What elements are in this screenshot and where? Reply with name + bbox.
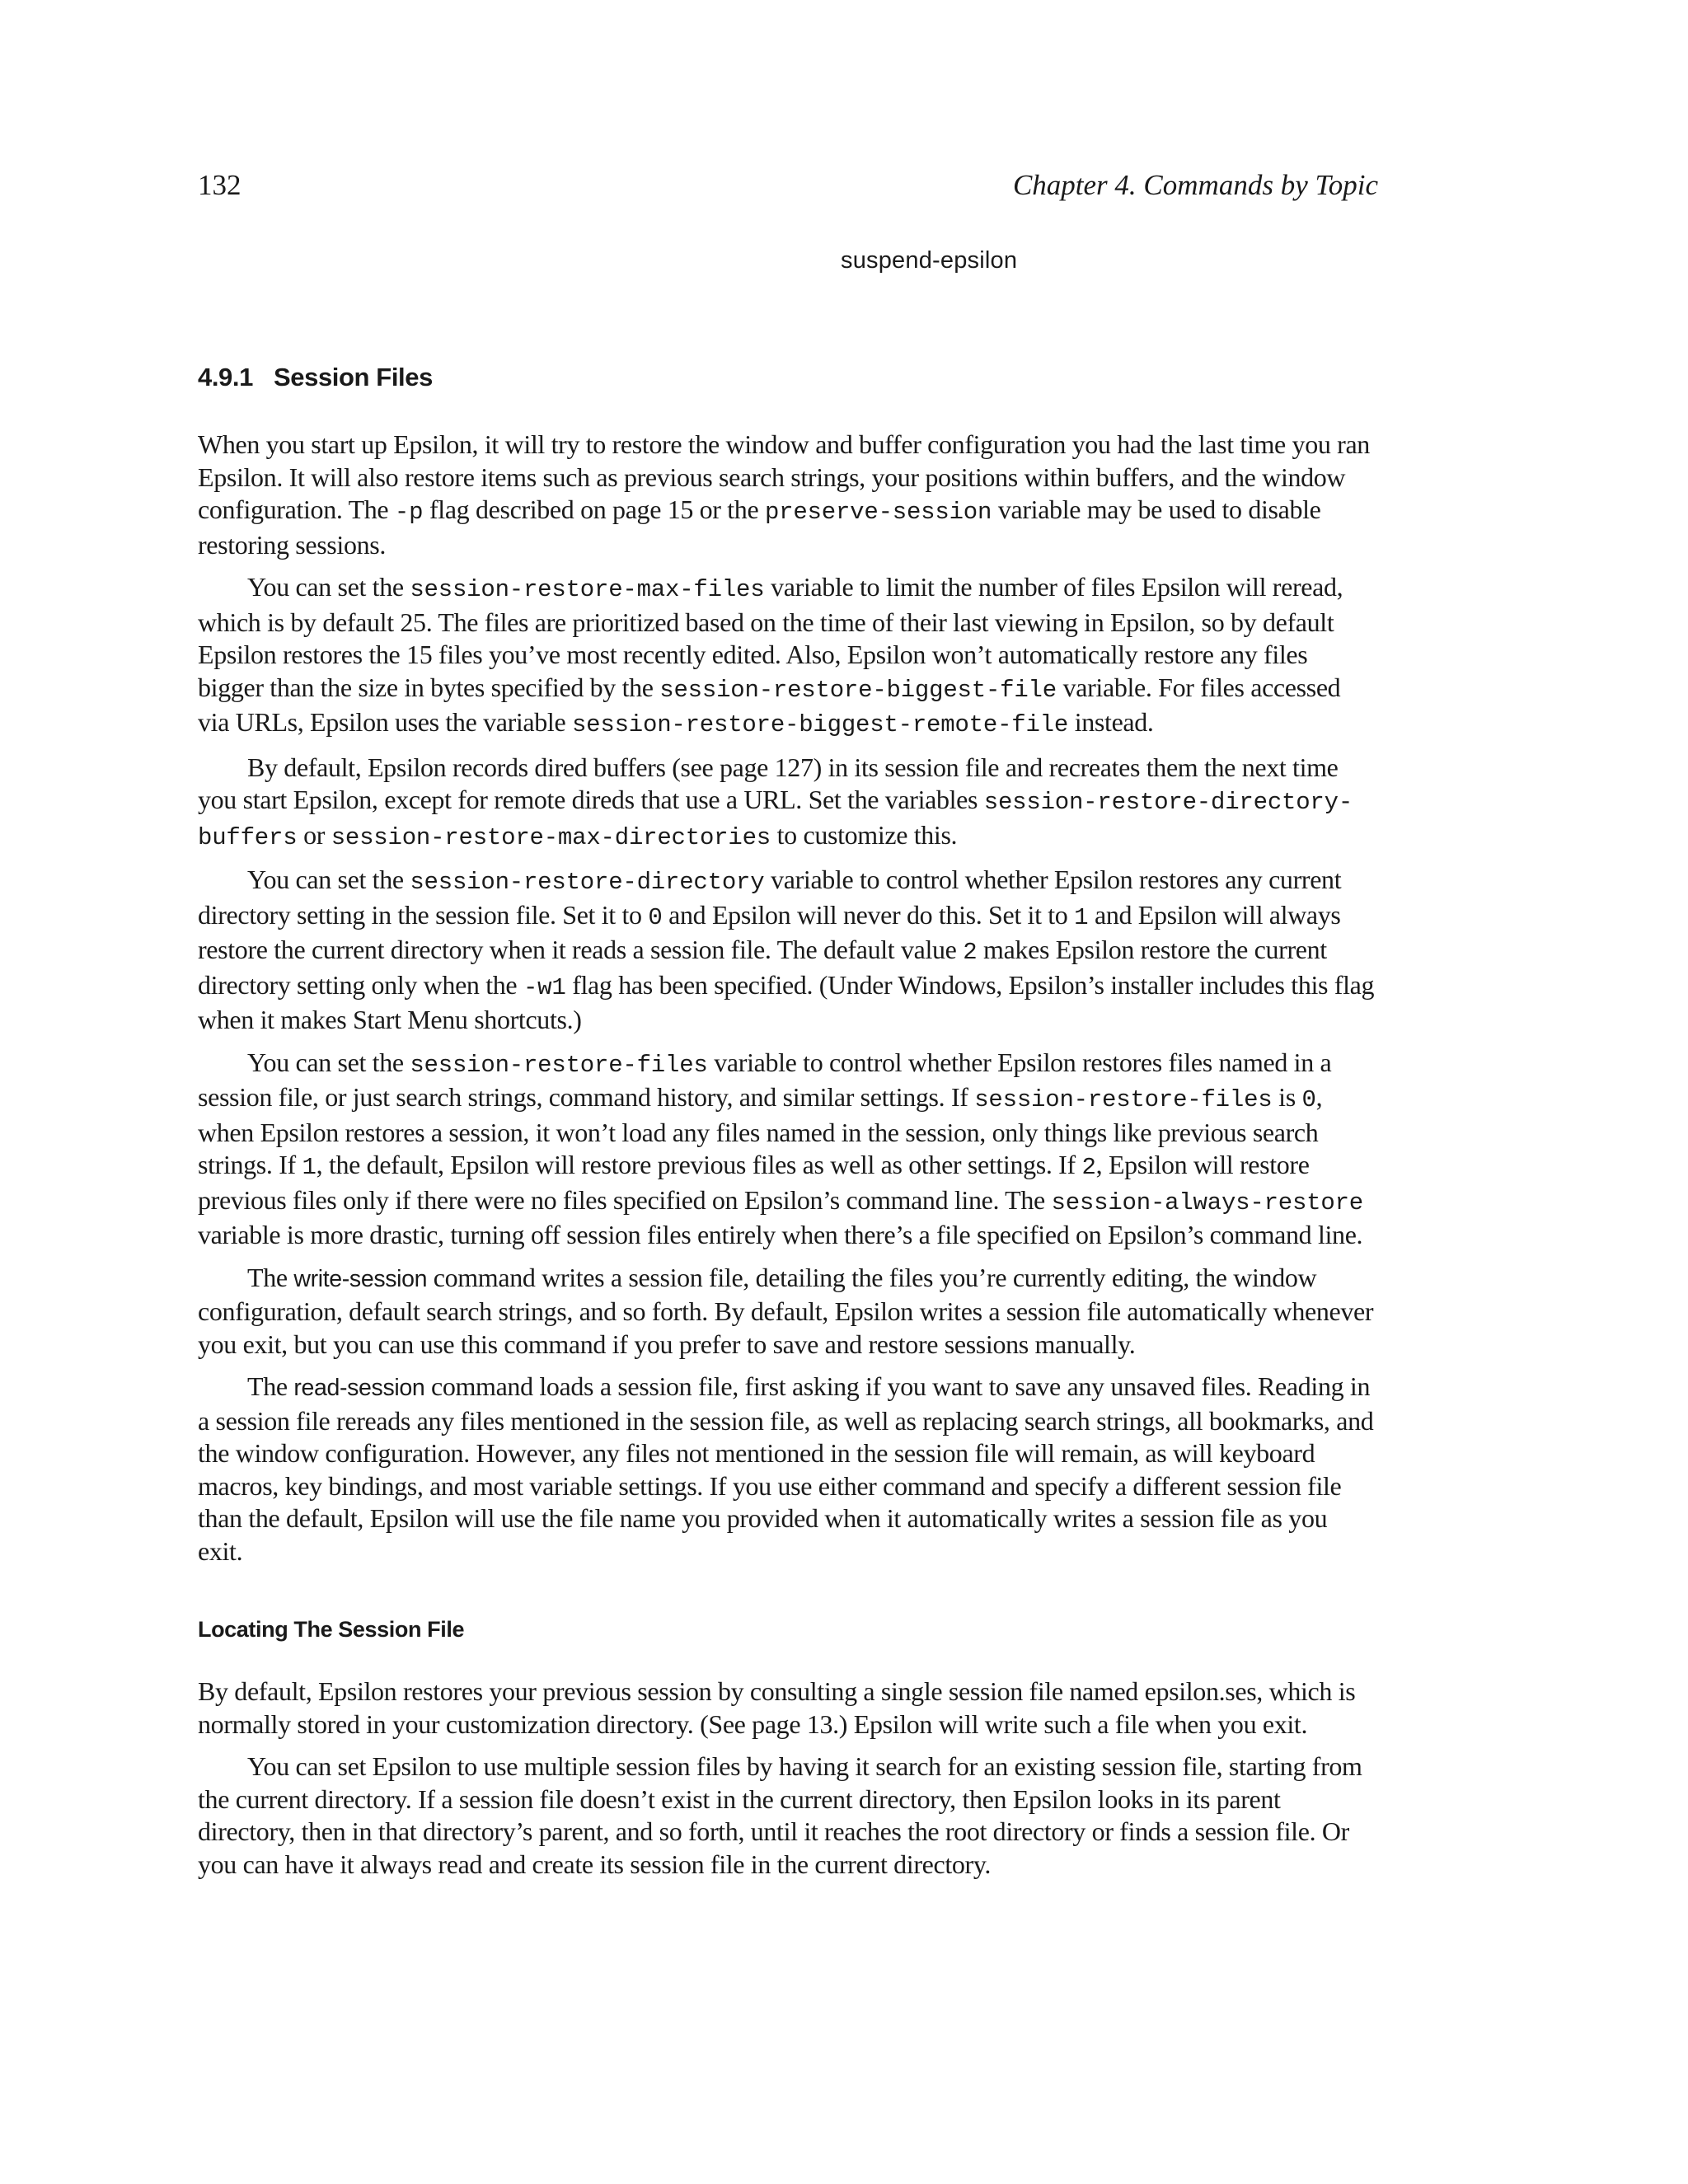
paragraph: When you start up Epsilon, it will try to restore the window and buffer configuration you had the last time you ran Epsilon. It will also restore items such as previous search strings, your positions within buffers, and the window configuration. The -p flag described on page 15 or the preserve-session variable may be used to disable restoring sessions. — [198, 429, 1370, 560]
paragraph: The read-session command loads a session file, first asking if you want to save any unsaved files. Reading in a session file rereads any files mentioned in the session file, as well as replacing search strings, all bookmarks, and the window configuration. However, any files not mentioned in the session file will remain, as will keyboard macros, key bindings, and most variable settings. If you use either command and specify a different session file than the default, Epsilon will use the file name you provided when it automatically writes a session file as you exit. — [198, 1371, 1374, 1566]
subsection-heading: Locating The Session File — [198, 1617, 465, 1642]
command-list-entry: suspend-epsilon — [841, 247, 1018, 274]
paragraph: You can set the session-restore-directory variable to control whether Epsilon restores any current directory setting in the session file. Set it to 0 and Epsilon will never do this. Set it to 1 and Epsilon will always restore the current directory when it reads a session file. The default value 2 makes Epsilon restore the current directory setting only when the -w1 flag has been specified. (Under Windows, Epsilon’s installer includes this flag when it makes Start Menu shortcuts.) — [198, 865, 1375, 1034]
section-heading — [198, 363, 1378, 392]
section-title: Session Files — [274, 363, 433, 391]
running-header — [198, 169, 1378, 210]
chapter-title: Chapter 4. Commands by Topic — [1012, 169, 1378, 201]
paragraph: You can set the session-restore-files variable to control whether Epsilon restores files named in a session file, or just search strings, command history, and similar settings. If session-restore-files is 0, when Epsilon restores a session, it won’t load any files named in the session, only things like previous search strings. If 1, the default, Epsilon will restore previous files as well as other settings. If 2, Epsilon will restore previous files only if there were no files specified on Epsilon’s command line. The session-always-restore variable is more drastic, turning off session files entirely when there’s a file specified on Epsilon’s command line. — [198, 1047, 1363, 1249]
section-number: 4.9.1 — [198, 363, 253, 391]
page-number: 132 — [198, 169, 241, 201]
paragraph: You can set Epsilon to use multiple session files by having it search for an existing session file, starting from the current directory. If a session file doesn’t exist in the current directory, then Epsilon looks in its parent directory, then in that directory’s parent, and so forth, until it reaches the root directory or finds a session file. Or you can have it always read and create its session file in the current directory. — [198, 1751, 1362, 1879]
paragraph: By default, Epsilon records dired buffers (see page 127) in its session file and recreates them the next time you start Epsilon, except for remote direds that use a URL. Set the variables session-restore-directory-buffers or session-restore-max-directories to customize this. — [198, 752, 1353, 851]
paragraph: By default, Epsilon restores your previous session by consulting a single session file named epsilon.ses, which is normally stored in your customization directory. (See page 13.) Epsilon will write such a file when you exit. — [198, 1676, 1356, 1739]
page-body — [198, 363, 1378, 1891]
command-name: read-session — [293, 1375, 425, 1401]
command-name: write-session — [293, 1265, 428, 1292]
paragraph: You can set the session-restore-max-files variable to limit the number of files Epsilon will reread, which is by default 25. The files are prioritized based on the time of their last viewing in Epsilon, so by default Epsilon restores the 15 files you’ve most recently edited. Also, Epsilon won’t automatically restore any files bigger than the size in bytes specified by the session-restore-biggest-file variable. For files accessed via URLs, Epsilon uses the variable session-restore-biggest-remote-file instead. — [198, 572, 1343, 738]
paragraph: The write-session command writes a session file, detailing the files you’re currently editing, the window configuration, default search strings, and so forth. By default, Epsilon writes a session file automatically whenever you exit, but you can use this command if you prefer to save and restore sessions manually. — [198, 1262, 1374, 1359]
